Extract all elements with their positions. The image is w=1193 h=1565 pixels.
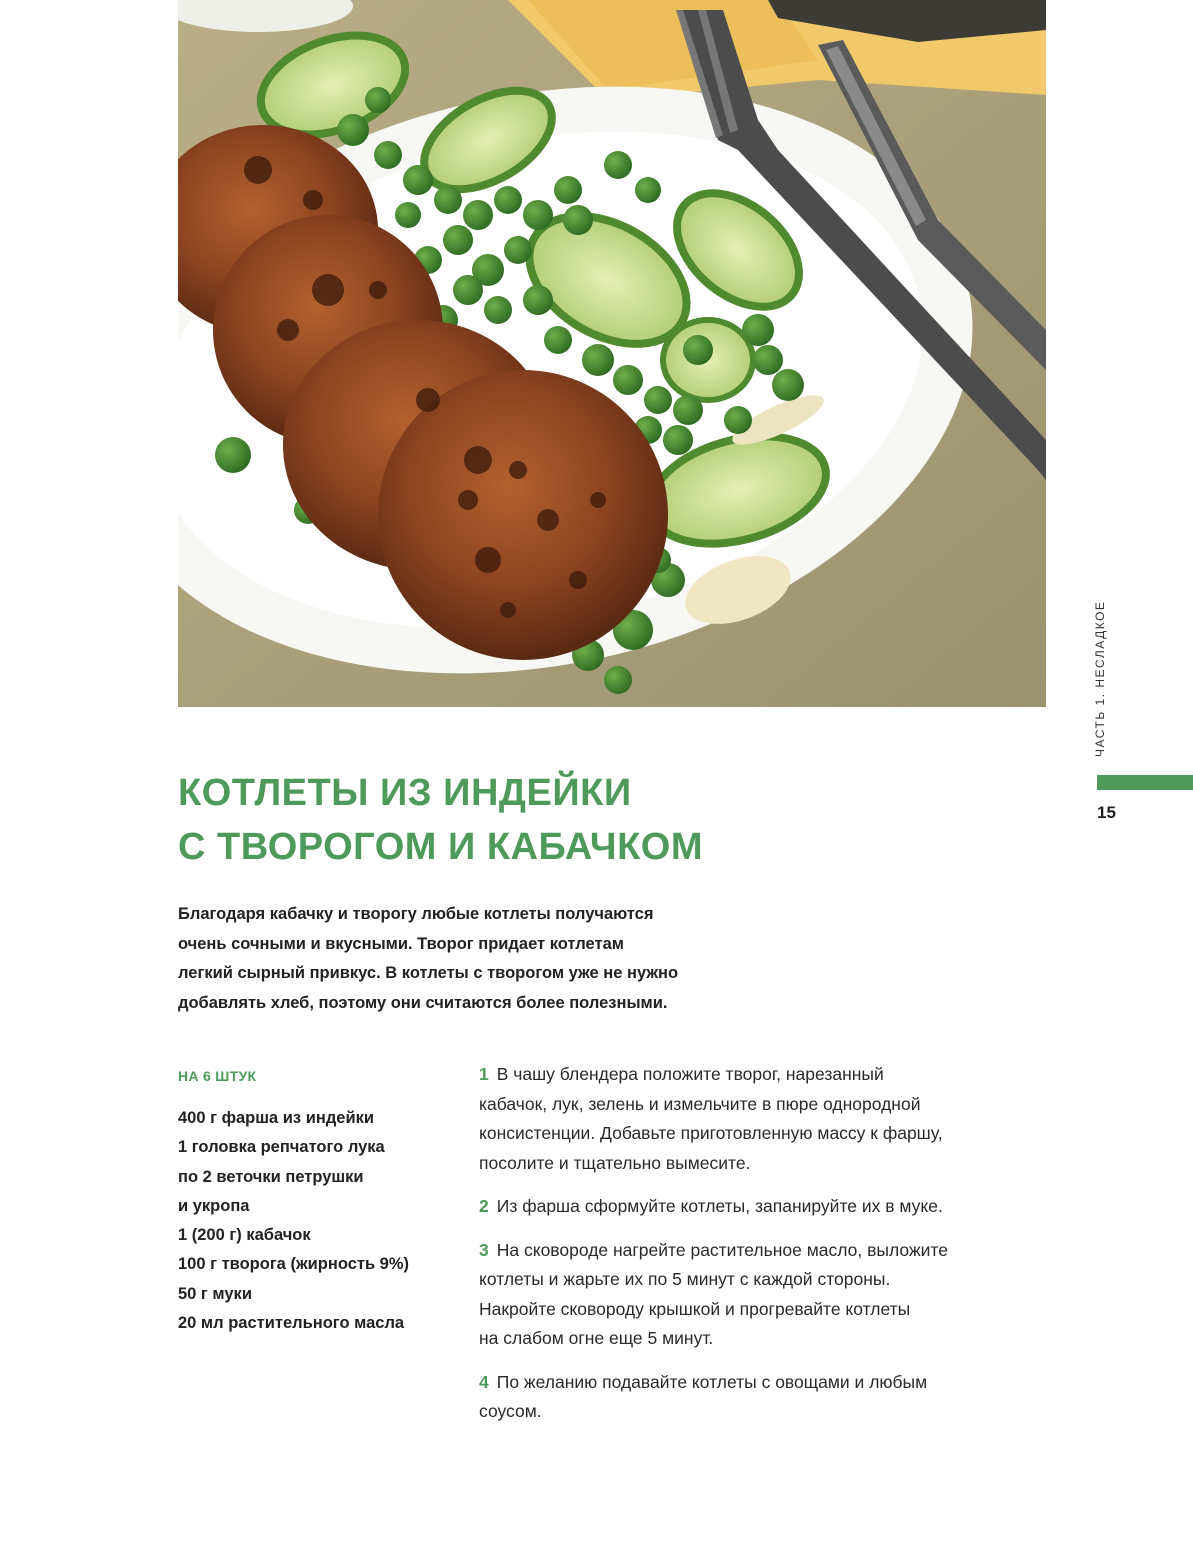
step-text: На сковороде нагрейте растительное масло, выложите [496,1239,948,1260]
ingredient-item: 1 головка репчатого лука [178,1138,385,1157]
step-line [479,1236,1059,1266]
intro-line: очень сочными и вкусными. Творог придает котлетам [178,934,624,953]
step-line: кабачок, лук, зелень и измельчите в пюре однородной [479,1093,921,1114]
step-number: 2 [479,1196,489,1216]
steps-list [479,1060,1059,1441]
step-4 [479,1368,1059,1427]
ingredient-item: по 2 веточки петрушки [178,1167,364,1186]
recipe-intro [178,900,798,1018]
title-line: С ТВОРОГОМ И КАБАЧКОМ [178,826,704,868]
step-line: посолите и тщательно вымесите. [479,1152,751,1173]
intro-line: легкий сырный привкус. В котлеты с творогом уже не нужно [178,964,679,982]
step-line: консистенции. Добавьте приготовленную массу к фаршу, [479,1123,943,1143]
step-number: 4 [479,1371,489,1392]
step-line [479,1192,1059,1222]
step-line: на слабом огне еще 5 минут. [479,1328,714,1348]
recipe-title [178,766,898,874]
ingredients-list [178,1104,409,1338]
step-line: котлеты и жарьте их по 5 минут с каждой стороны. [479,1269,891,1289]
ingredient-item: 20 мл растительного масла [178,1314,405,1333]
section-label: ЧАСТЬ 1. НЕСЛАДКОЕ [1093,600,1107,757]
step-2 [479,1192,1059,1222]
step-text: По желанию подавайте котлеты с овощами и любым [496,1371,928,1392]
step-number: 3 [479,1239,489,1260]
step-line [479,1060,1059,1090]
intro-line: добавлять хлеб, поэтому они считаются более полезными. [178,993,668,1012]
ingredient-item: 100 г творога (жирность 9%) [178,1255,410,1274]
step-number: 1 [479,1064,489,1084]
title-line: КОТЛЕТЫ ИЗ ИНДЕЙКИ [178,772,632,814]
ingredient-item: 1 (200 г) кабачок [178,1226,311,1245]
step-text: В чашу блендера положите творог, нарезанный [496,1064,884,1084]
step-line: Накройте сковороду крышкой и прогревайте котлеты [479,1298,911,1319]
section-bar [1097,775,1193,790]
step-line [479,1368,1059,1398]
servings-heading: НА 6 ШТУК [178,1068,257,1084]
step-3 [479,1236,1059,1354]
recipe-photo [178,0,1046,707]
ingredient-item: и укропа [178,1196,250,1215]
step-1 [479,1060,1059,1178]
page-number: 15 [1097,803,1116,822]
step-text: Из фарша сформуйте котлеты, запанируйте их в муке. [496,1196,943,1216]
step-line: соусом. [479,1401,542,1421]
intro-line: Благодаря кабачку и творогу любые котлеты получаются [178,905,654,923]
ingredient-item: 400 г фарша из индейки [178,1109,375,1127]
ingredient-item: 50 г муки [178,1284,252,1303]
